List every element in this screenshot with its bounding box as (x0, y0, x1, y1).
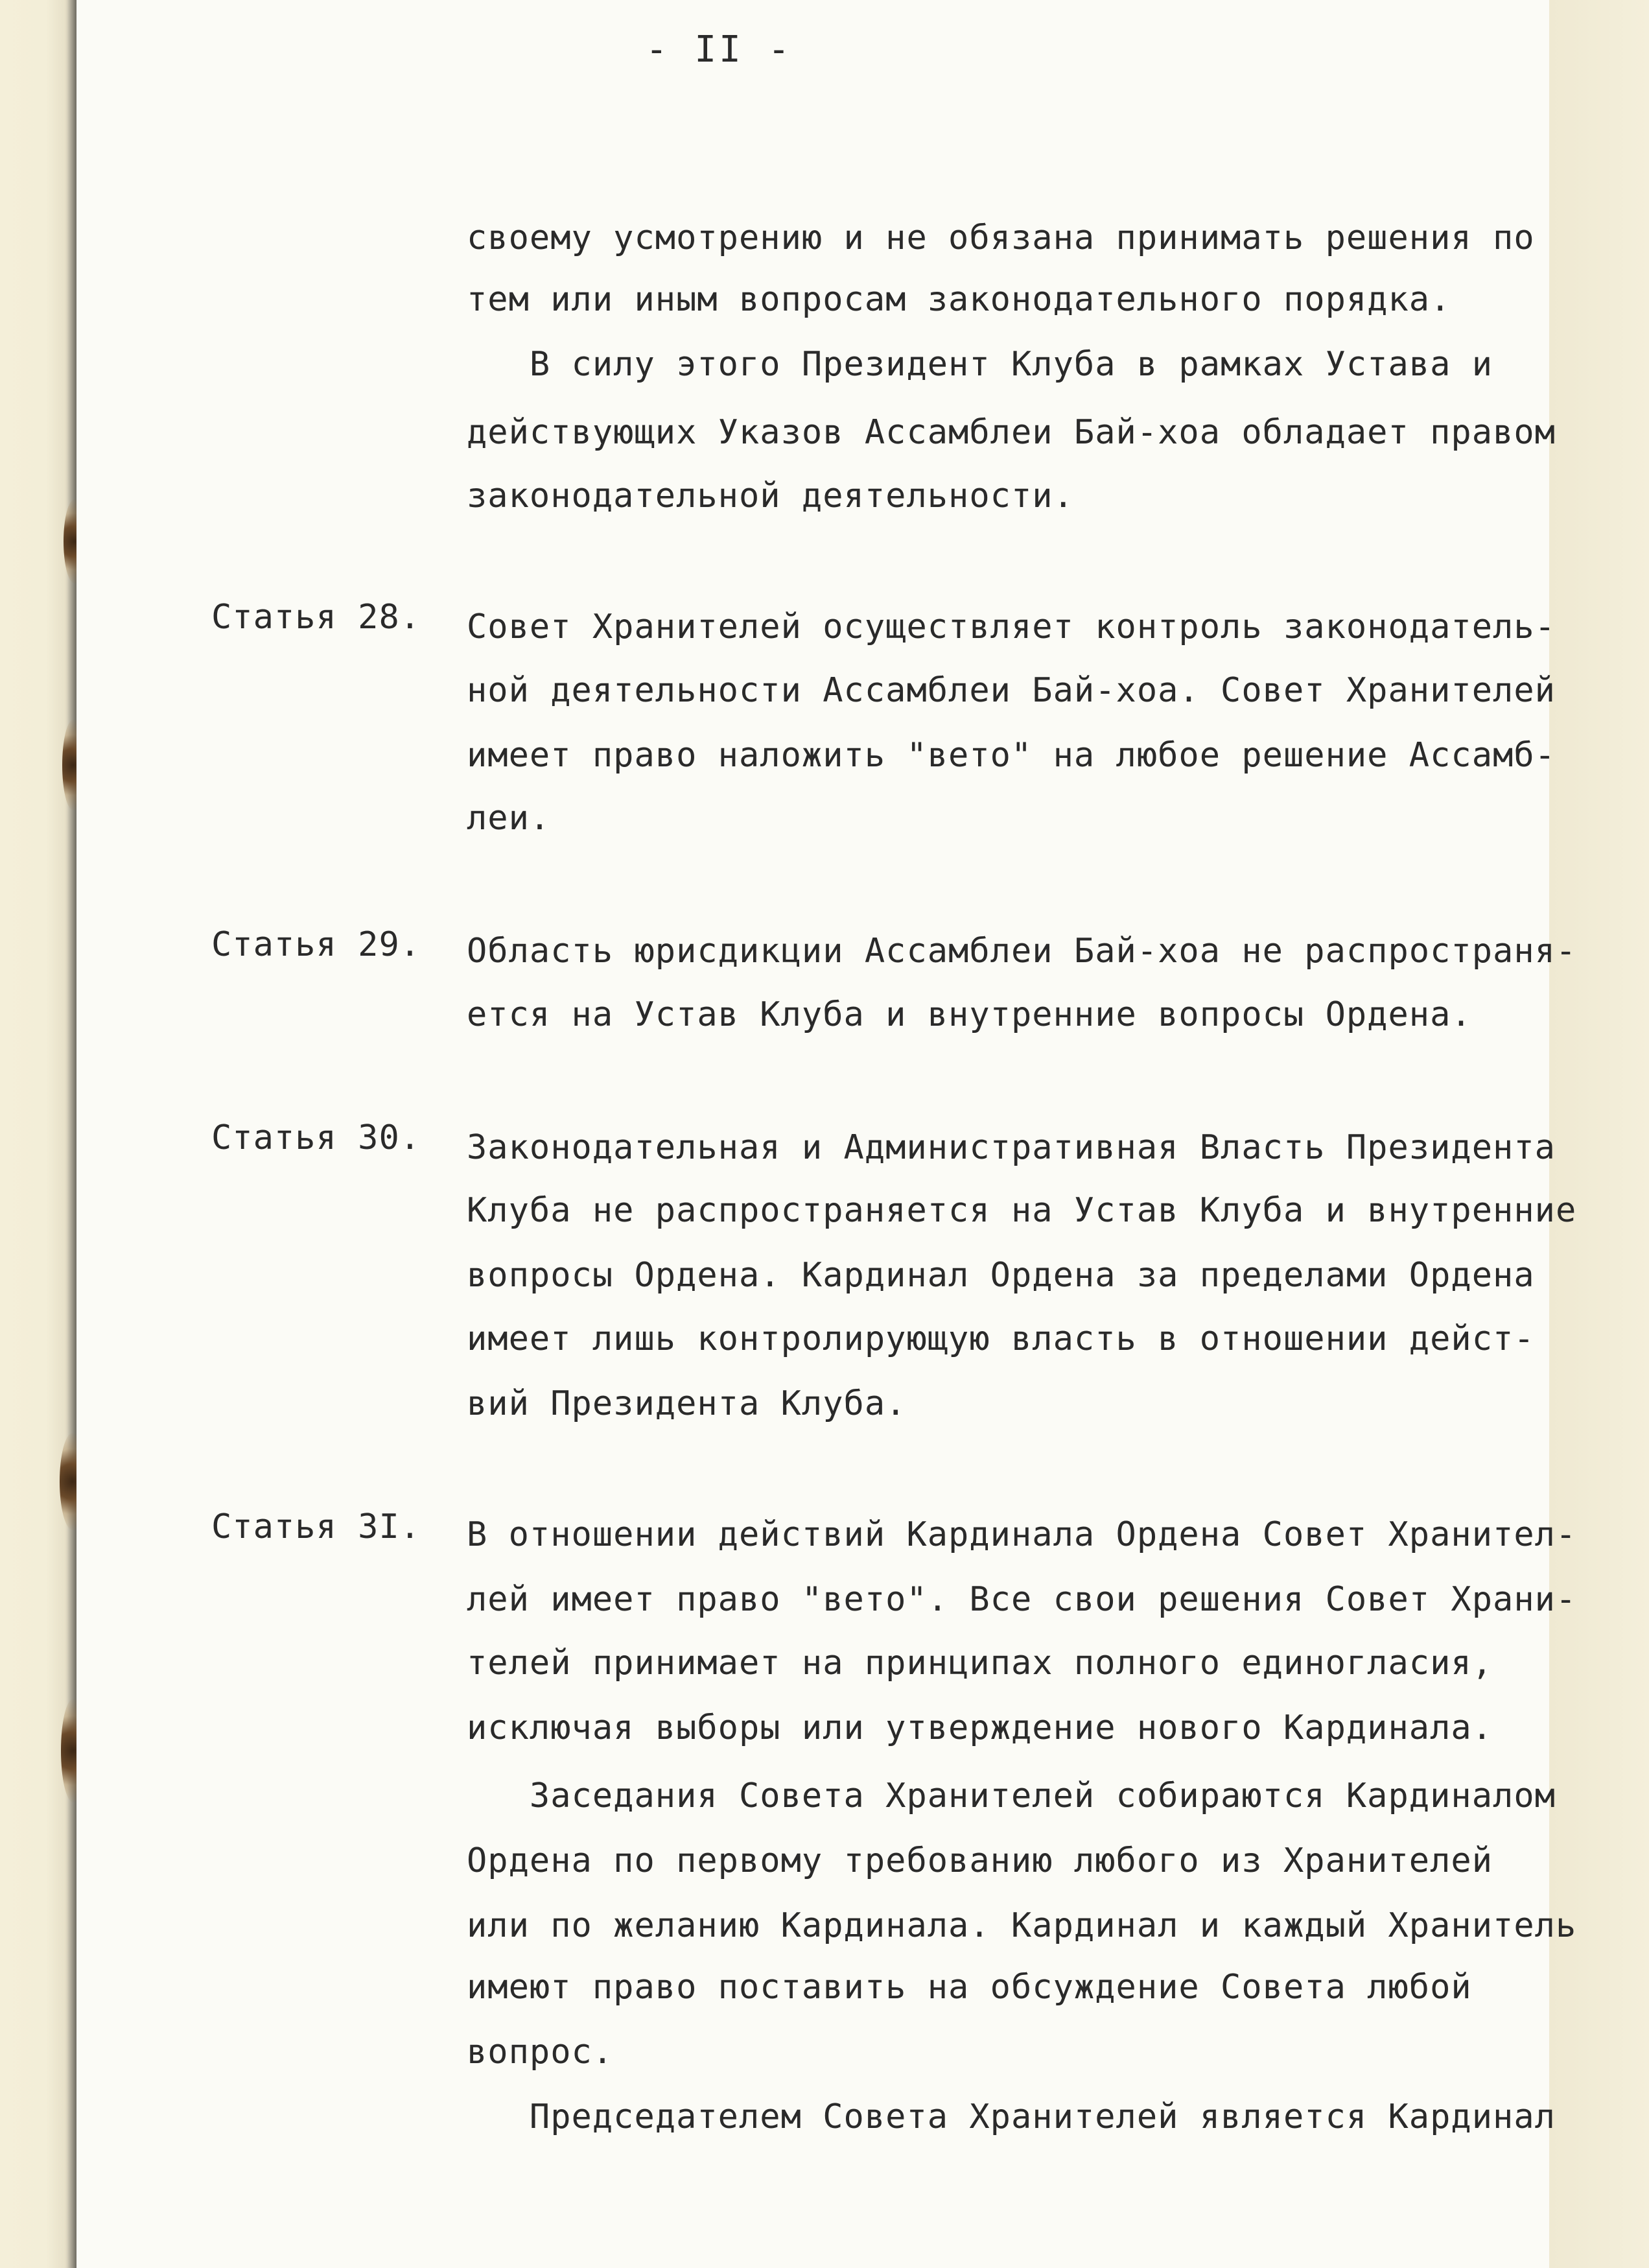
article-label: Статья 29. (211, 925, 421, 964)
article-label: Статья 28. (211, 598, 421, 637)
text-line: ется на Устав Клуба и внутренние вопросы Ордена. (467, 995, 1472, 1034)
text-line: имеет право наложить "вето" на любое решение Ассамб- (467, 736, 1556, 775)
text-line: тем или иным вопросам законодательного порядка. (467, 280, 1451, 319)
text-line: Председателем Совета Хранителей является Кардинал (467, 2097, 1556, 2136)
text-line: Заседания Совета Хранителей собираются Кардиналом (467, 1777, 1556, 1815)
binding-margin (0, 0, 76, 2268)
text-line: Клуба не распространяется на Устав Клуба и внутренние (467, 1191, 1577, 1230)
text-line: Совет Хранителей осуществляет контроль законодатель- (467, 608, 1556, 646)
text-line: своему усмотрению и не обязана принимать решения по (467, 219, 1535, 257)
article-label: Статья 30. (211, 1118, 421, 1157)
text-line: законодательной деятельности. (467, 477, 1074, 515)
binding-spine (67, 0, 76, 2268)
text-line: Законодательная и Административная Власть Президента (467, 1128, 1556, 1167)
text-line: телей принимает на принципах полного единогласия, (467, 1644, 1493, 1683)
article-label: Статья 3I. (211, 1507, 421, 1546)
page-number: - II - (646, 29, 793, 71)
text-line: Область юрисдикции Ассамблеи Бай-хоа не распространя- (467, 932, 1577, 971)
text-line: имеет лишь контролирующую власть в отношении дейст- (467, 1319, 1535, 1358)
text-line: вопрос. (467, 2033, 614, 2072)
text-line: В силу этого Президент Клуба в рамках Устава и (467, 345, 1493, 384)
text-line: ной деятельности Ассамблеи Бай-хоа. Совет Хранителей (467, 671, 1556, 710)
text-line: исключая выборы или утверждение нового Кардинала. (467, 1708, 1493, 1747)
text-line: вопросы Ордена. Кардинал Ордена за пределами Ордена (467, 1256, 1535, 1295)
text-line: вий Президента Клуба. (467, 1384, 907, 1423)
text-line: или по желанию Кардинала. Кардинал и каждый Хранитель (467, 1906, 1577, 1945)
text-line: лей имеет право "вето". Все свои решения Совет Храни- (467, 1580, 1577, 1619)
text-line: Ордена по первому требованию любого из Хранителей (467, 1841, 1493, 1880)
text-line: действующих Указов Ассамблеи Бай-хоа обладает правом (467, 413, 1556, 452)
text-line: леи. (467, 799, 551, 838)
text-line: имеют право поставить на обсуждение Совета любой (467, 1968, 1472, 2007)
text-line: В отношении действий Кардинала Ордена Совет Хранител- (467, 1515, 1577, 1554)
